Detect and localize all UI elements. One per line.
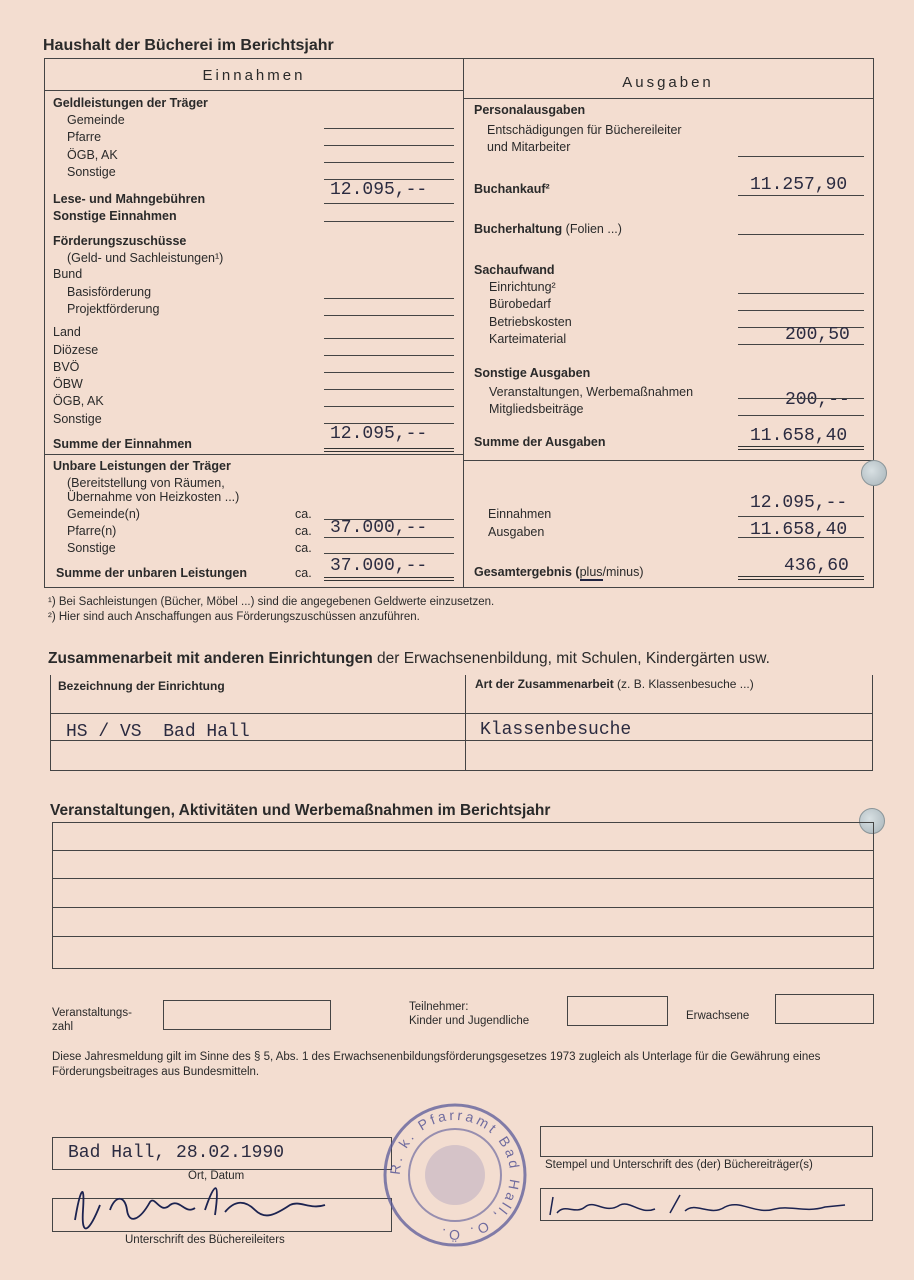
erwachsene-label: Erwachsene — [686, 1010, 750, 1022]
projekt-label: Projektförderung — [67, 302, 160, 316]
veranstaltungen-title: Veranstaltungen, Aktivitäten und Werbemaßnahmen im Berichtsjahr — [50, 802, 551, 819]
einnahmen-summe-value: 12.095,-- — [330, 424, 428, 444]
personal-title: Personalausgaben — [474, 103, 586, 117]
ausgaben-summe-label: Summe der Ausgaben — [474, 435, 606, 449]
ca-label: ca. — [295, 541, 312, 555]
footnote: ¹) Bei Sachleistungen (Bücher, Möbel ...) sind die angegebenen Geldwerte einzusetzen. — [48, 596, 495, 608]
ca-label: ca. — [295, 566, 312, 580]
bucherhaltung-row — [474, 222, 622, 236]
zusammenarbeit-title-bold: Zusammenarbeit mit anderen Einrichtungen — [48, 650, 373, 667]
foerder-title: Förderungszuschüsse — [53, 234, 187, 248]
sach-item: Bürobedarf — [489, 297, 551, 311]
erwachsene-field[interactable] — [775, 994, 874, 1024]
bilanz-ausgaben-value: 11.658,40 — [750, 520, 848, 540]
ca-label: ca. — [295, 507, 312, 521]
unbar-item: Sonstige — [67, 541, 116, 555]
personal-line: und Mitarbeiter — [487, 140, 571, 154]
budget-divider — [463, 58, 464, 587]
unbar-title: Unbare Leistungen der Träger — [53, 459, 231, 473]
unbar-sub: Übernahme von Heizkosten ...) — [67, 490, 240, 504]
land-item: Diözese — [53, 343, 99, 357]
einnahmen-summe-label: Summe der Einnahmen — [53, 437, 192, 451]
gesamt-label: Gesamtergebnis ( — [474, 565, 580, 579]
sach-item: Einrichtung² — [489, 280, 556, 294]
einnahmen-header: Einnahmen — [202, 67, 306, 84]
veranstaltungszahl-label: zahl — [52, 1021, 74, 1033]
zusammenarbeit-col2: Art der Zusammenarbeit — [475, 677, 614, 691]
traeger-item: Sonstige — [67, 165, 116, 179]
land-item: ÖBW — [53, 377, 83, 391]
traeger-item: Pfarre — [67, 130, 102, 144]
veranstaltungszahl-label: Veranstaltungs- — [52, 1007, 132, 1019]
land-item: Sonstige — [53, 412, 102, 426]
gesamt-value: 436,60 — [784, 556, 849, 576]
bund-label: Bund — [53, 267, 83, 281]
buchankauf-label: Buchankauf² — [474, 182, 550, 196]
sach-item: Betriebskosten — [489, 315, 572, 329]
ort-datum-label: Ort, Datum — [188, 1170, 245, 1182]
veranstaltungszahl-field[interactable] — [163, 1000, 331, 1030]
bilanz-einnahmen-value: 12.095,-- — [750, 493, 848, 513]
sonstige-einnahmen-label: Sonstige Einnahmen — [53, 209, 177, 223]
land-item: Land — [53, 325, 81, 339]
legal-note: Diese Jahresmeldung gilt im Sinne des § 5, Abs. 1 des Erwachsenenbildungsförderungsgesetzes 1973 zugleich als Unterlage für die Gewährung eines Förderungsbeitrages aus Bundesmitteln. — [52, 1051, 821, 1078]
lese-value: 12.095,-- — [330, 180, 428, 200]
basis-label: Basisförderung — [67, 285, 152, 299]
traeger-label: Stempel und Unterschrift des (der) Büchereiträger(s) — [545, 1159, 813, 1171]
teilnehmer-label: Teilnehmer: — [409, 1001, 469, 1013]
bilanz-ausgaben-label: Ausgaben — [488, 525, 545, 539]
traeger-signature — [545, 1185, 855, 1225]
punch-hole — [861, 460, 887, 486]
sonst-item: Mitgliedsbeiträge — [489, 402, 584, 416]
leiter-label: Unterschrift des Büchereileiters — [125, 1234, 285, 1246]
leiter-signature — [55, 1170, 345, 1240]
kinder-field[interactable] — [567, 996, 668, 1026]
sach-title: Sachaufwand — [474, 263, 555, 277]
personal-line: Entschädigungen für Büchereileiter — [487, 123, 682, 137]
parish-stamp — [380, 1100, 530, 1250]
traeger-item: Gemeinde — [67, 113, 125, 127]
ort-datum-value: Bad Hall, 28.02.1990 — [68, 1143, 285, 1163]
traeger-item: ÖGB, AK — [67, 148, 118, 162]
zusammenarbeit-row1-col2: Klassenbesuche — [480, 720, 632, 740]
traeger-stamp-field[interactable] — [540, 1126, 873, 1157]
sach-item: Karteimaterial — [489, 332, 567, 346]
bucherhaltung-label: Bucherhaltung — [474, 222, 563, 236]
bilanz-einnahmen-label: Einnahmen — [488, 507, 552, 521]
ausgaben-summe-value: 11.658,40 — [750, 426, 848, 446]
zusammenarbeit-row1-col1: HS / VS Bad Hall — [66, 722, 250, 742]
land-item: BVÖ — [53, 360, 80, 374]
unbar-sub: (Bereitstellung von Räumen, — [67, 476, 225, 490]
zusammenarbeit-title — [48, 650, 770, 668]
gesamt-plus: plus — [579, 565, 603, 579]
unbar-item: Pfarre(n) — [67, 524, 117, 538]
zusammenarbeit-col2-note: (z. B. Klassenbesuche ...) — [613, 677, 754, 691]
gesamt-rest: /minus) — [602, 565, 644, 579]
stamp-text: R. k. Pfarramt Bad Hall, O. Ö. — [386, 1106, 524, 1244]
unbar-item: Gemeinde(n) — [67, 507, 140, 521]
lese-label: Lese- und Mahngebühren — [53, 192, 206, 206]
sonst-title: Sonstige Ausgaben — [474, 366, 591, 380]
ca-label: ca. — [295, 524, 312, 538]
sonst-item: Veranstaltungen, Werbemaßnahmen — [489, 385, 694, 399]
zusammenarbeit-col2-header — [475, 677, 754, 691]
unbar-summe-label: Summe der unbaren Leistungen — [56, 566, 248, 580]
veranst-value: 200,-- — [785, 390, 850, 410]
pfarre-value: 37.000,-- — [330, 518, 428, 538]
buchankauf-value: 11.257,90 — [750, 175, 848, 195]
gesamt-row — [474, 565, 644, 579]
zusammenarbeit-col1: Bezeichnung der Einrichtung — [58, 679, 225, 693]
veranstaltungen-table — [52, 822, 874, 969]
bucherhaltung-note: (Folien ...) — [562, 222, 622, 236]
page-title: Haushalt der Bücherei im Berichtsjahr — [43, 37, 334, 54]
teilnehmer-label: Kinder und Jugendliche — [409, 1015, 530, 1027]
kartei-value: 200,50 — [785, 325, 850, 345]
footnote: ²) Hier sind auch Anschaffungen aus Förderungszuschüssen anzuführen. — [48, 611, 420, 623]
ausgaben-header: Ausgaben — [622, 74, 714, 91]
land-item: ÖGB, AK — [53, 394, 104, 408]
unbar-summe-value: 37.000,-- — [330, 556, 428, 576]
traeger-title: Geldleistungen der Träger — [53, 96, 208, 110]
zusammenarbeit-title-rest: der Erwachsenenbildung, mit Schulen, Kindergärten usw. — [372, 650, 770, 667]
foerder-sub: (Geld- und Sachleistungen¹) — [67, 251, 224, 265]
